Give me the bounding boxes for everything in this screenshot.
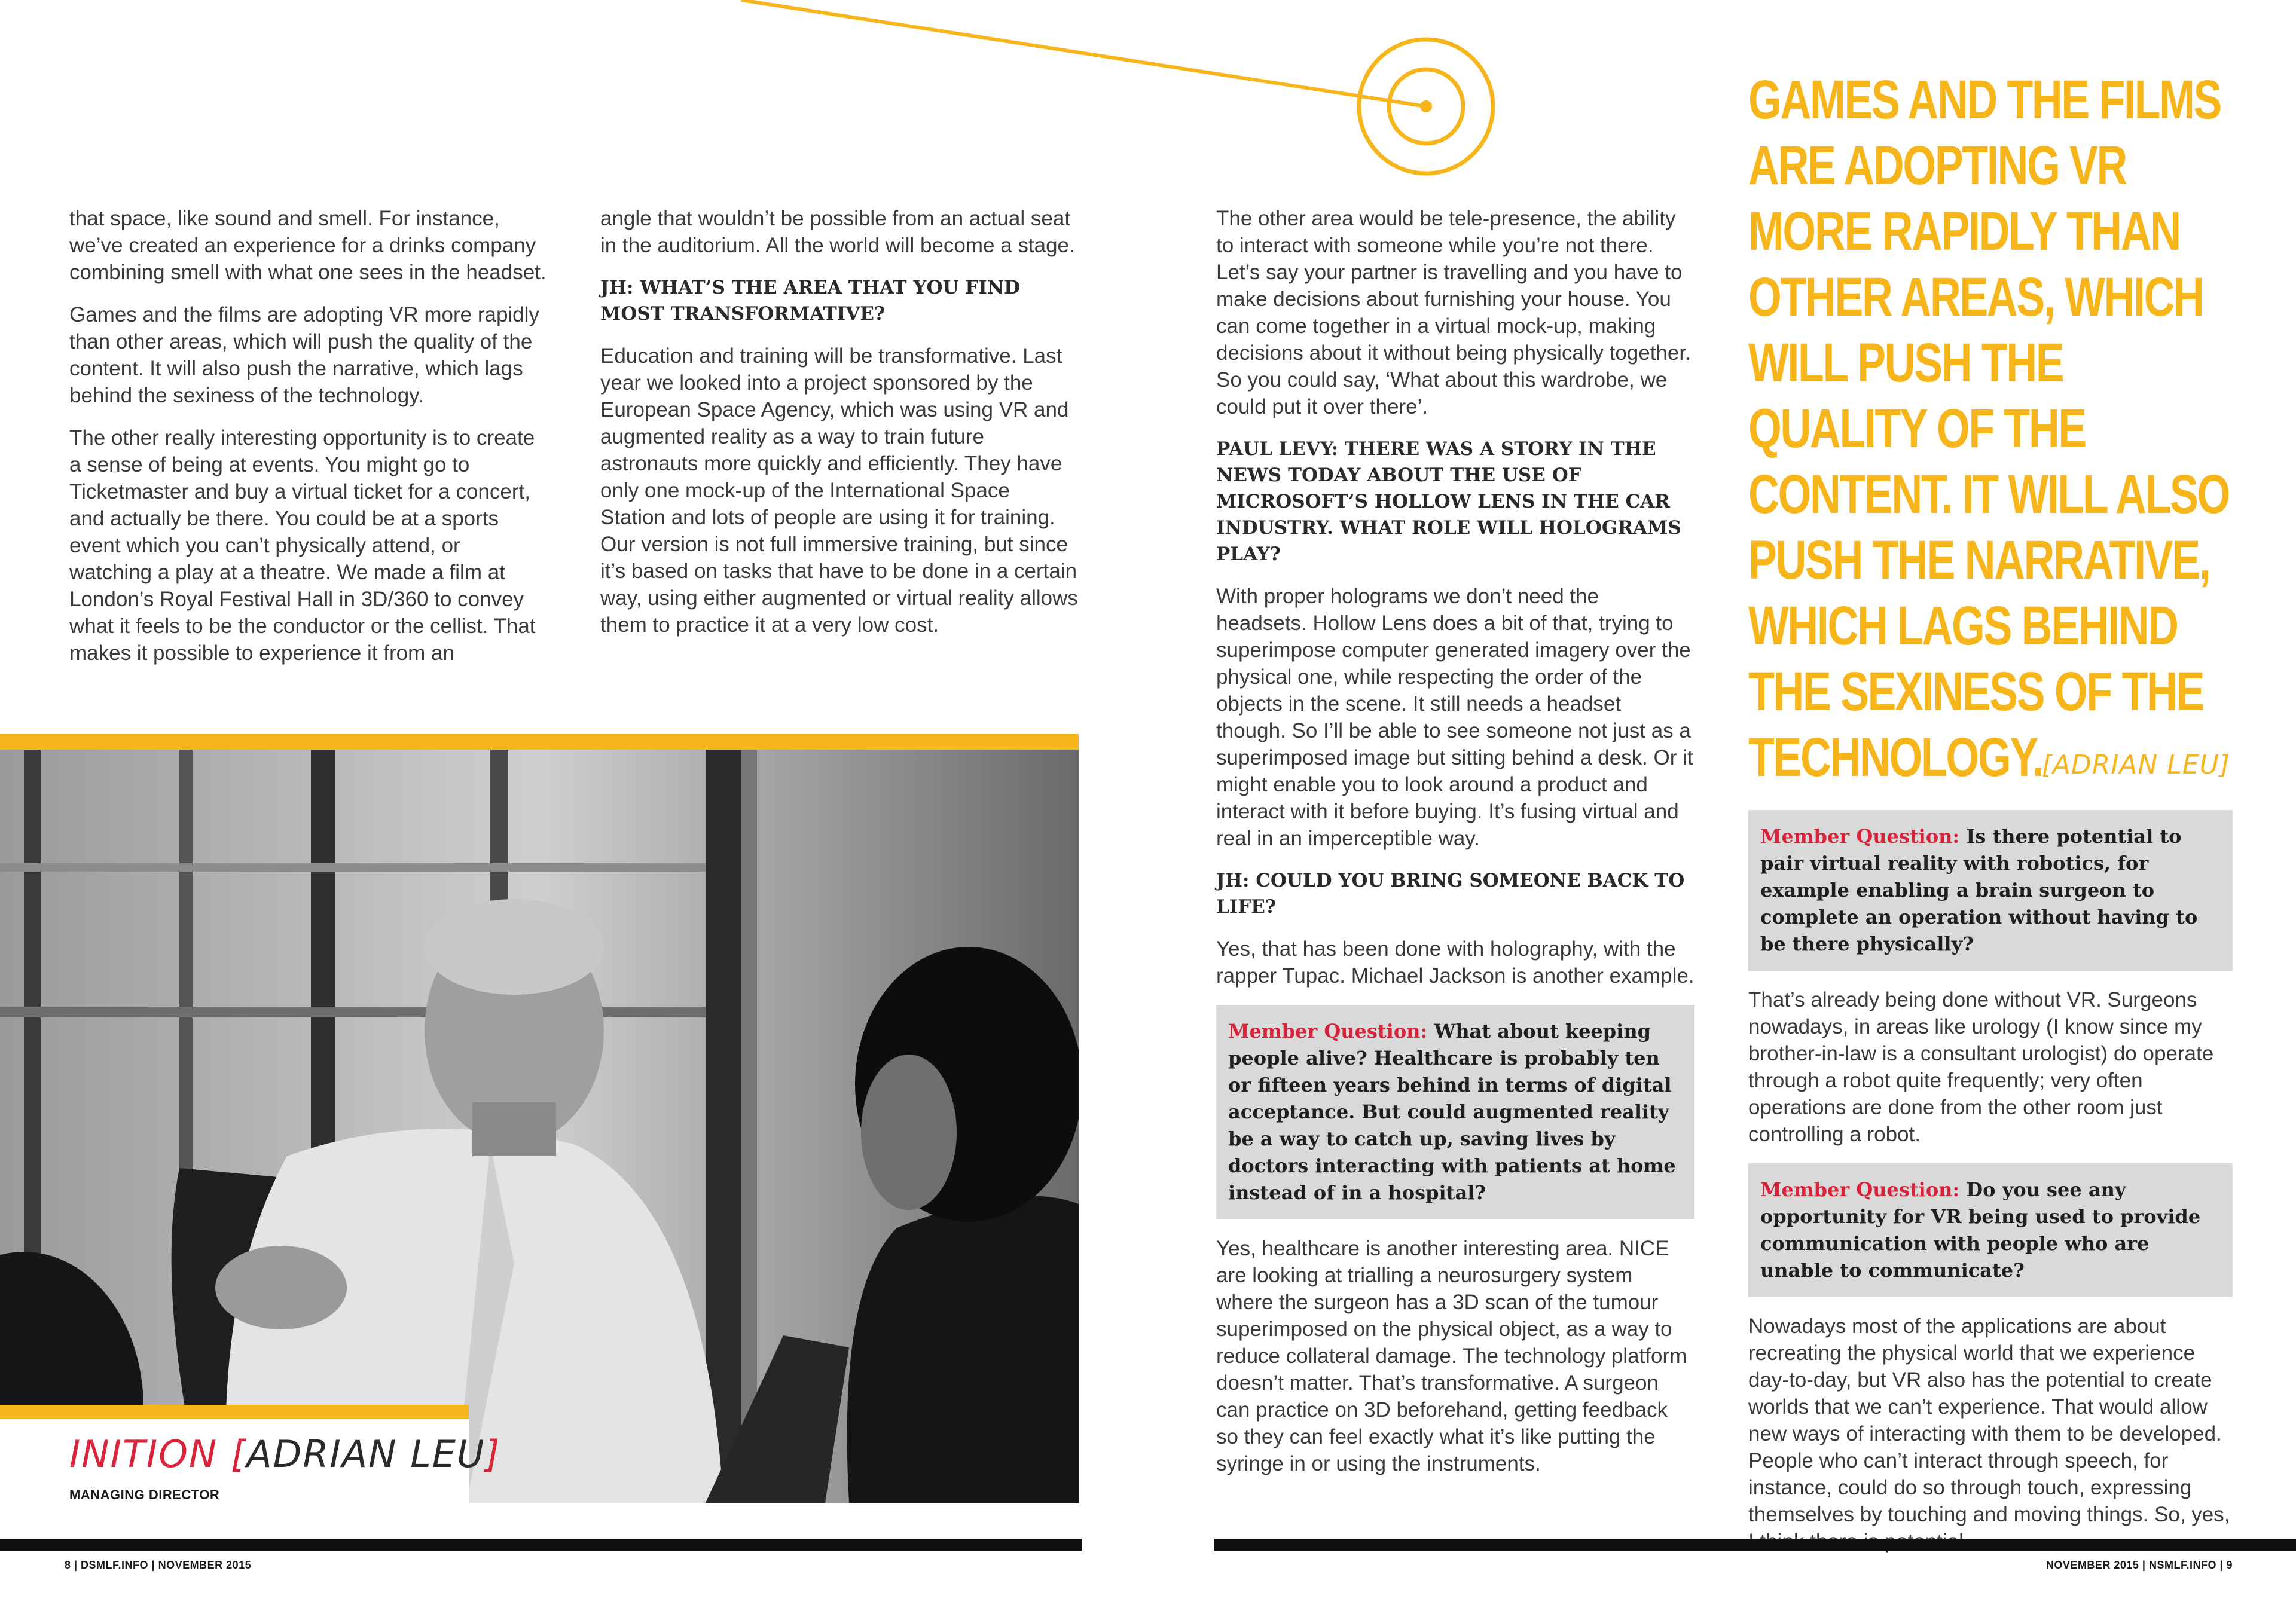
interview-question: JH: WHAT’S THE AREA THAT YOU FIND MOST TRANSFORMATIVE? [600,277,1021,325]
member-question-box [1748,1163,2233,1297]
pull-quote-attribution: [ADRIAN LEU] [2041,750,2230,780]
member-question-label: Member Question: [1760,1178,1960,1201]
paragraph: With proper holograms we don’t need the headsets. Hollow Lens does a bit of that, trying to superimpose computer generated imagery over the physical one, while respecting the order of the objects in the scene. It still needs a headset though. So I’ll be able to see someone not just as a superimposed image but sitting behind a desk. Or it might enable you to look around a product and interact with it before buying. It’s fusing virtual and real in an imperceptible way. [1216,585,1693,850]
right-column-2 [1748,810,2233,1570]
bracket-open: [ [231,1432,247,1476]
footer-rule-right [1214,1539,2296,1551]
paragraph: Education and training will be transformative. Last year we looked into a project sponsored by the European Space Agency, which was using VR and augmented reality as a way to train future astronauts more quickly and efficiently. They have only one mock-up of the International Space Station and lots of people are using it for training. Our version is not full immersive training, but since it’s based on tasks that have to be done in a certain way, using either augmented or virtual reality allows them to practice it at a very low cost. [600,344,1078,637]
interview-question: JH: COULD YOU BRING SOMEONE BACK TO LIFE? [1216,870,1685,918]
member-question-box [1748,810,2233,971]
paragraph: The other area would be tele-presence, the ability to interact with someone while you’re not there. Let’s say your partner is travelling and you have to make decisions about furnishing your house. You can come together in a virtual mock-up, making decisions about it without being physically together. So you could say, ‘What about this wardrobe, we could put it over there’. [1216,207,1691,418]
bracket-close: ] [485,1432,501,1476]
photo-top-bar [0,734,1079,750]
paragraph: The other really interesting opportunity is to create a sense of being at events. You might go to Ticketmaster and buy a virtual ticket for a concert, and actually be there. You could be at a sports event which you can’t physically attend, or watching a play at a theatre. We made a film at London’s Royal Festival Hall in 3D/360 to convey what it feels to be the conductor or the cellist. That makes it possible to experience it from an [69,426,536,665]
person-caption [69,1434,501,1475]
paragraph: Nowadays most of the applications are about recreating the physical world that we experience day-to-day, but VR also has the potential to create worlds that we can’t experience. That would allow new ways of interacting with them to be developed. People who can’t interact through speech, for instance, could do so through touch, expressing themselves by touching and moving things. So, yes, [1748,1315,2230,1526]
paragraph: Games and the films are adopting VR more rapidly than other areas, which will push the quality of the content. It will also push the narrative, which lags behind the sexiness of the technology. [69,303,539,407]
footer-left: 8 | DSMLF.INFO | NOVEMBER 2015 [65,1559,252,1571]
left-column-2 [600,205,1079,654]
member-question-label: Member Question: [1228,1020,1428,1043]
paragraph: angle that wouldn’t be possible from an actual seat in the auditorium. All the world will become a stage. [600,207,1075,257]
paragraph: Yes, that has been done with holography, with the rapper Tupac. Michael Jackson is another example. [1216,937,1694,988]
person-name: ADRIAN LEU [246,1432,486,1476]
footer-right: NOVEMBER 2015 | NSMLF.INFO | 9 [2045,1559,2233,1571]
paragraph: That’s already being done without VR. Surgeons nowadays, in areas like urology (I know since my brother-in-law is a consultant urologist) do operate through a robot quite frequently; very often operations are done from the other room just controlling a robot. [1748,988,2214,1146]
interview-question: PAUL LEVY: THERE WAS A STORY IN THE NEWS TODAY ABOUT THE USE OF MICROSOFT’S HOLLOW LENS IN THE CAR INDUSTRY. WHAT ROLE WILL HOLOGRAMS PLAY? [1216,438,1681,565]
interview-photo [0,750,1079,1503]
paragraph: Yes, healthcare is another interesting area. NICE are looking at trialling a neurosurgery system where the surgeon has a 3D scan of the tumour superimposed on the physical object, as a way to reduce collateral damage. The technology platform doesn’t matter. That’s transformative. A surgeon can practice on 3D beforehand, getting feedback so they can feel exactly what it’s like putting the syringe in or using the instruments. [1216,1237,1687,1475]
pull-quote: GAMES AND THE FILMS ARE ADOPTING VR MORE RAPIDLY THAN OTHER AREAS, WHICH WILL PUSH THE QUALITY OF THE CONTENT. IT WILL ALSO PUSH THE NARRATIVE, WHICH LAGS BEHIND THE SEXINESS OF THE TECHNOLOGY. [1748,69,2229,788]
member-question-box [1216,1005,1694,1219]
caption-bar [0,1405,469,1419]
person-role: MANAGING DIRECTOR [69,1487,220,1502]
company-name: INITION [69,1432,218,1476]
member-question-text: Is there potential to pair virtual reality with robotics, for example enabling a brain surgeon to complete an operation without having to be there physically? [1760,825,2198,955]
left-column-1 [69,205,548,682]
member-question-text: What about keeping people alive? Healthcare is probably ten or fifteen years behind in terms of digital acceptance. But could augmented reality be a way to catch up, saving lives by doctors interacting with patients at home instead of in a hospital? [1228,1020,1676,1204]
member-question-label: Member Question: [1760,825,1960,848]
member-question-text: Do you see any opportunity for VR being used to provide communication with people who are unable to communicate? [1760,1178,2201,1282]
paragraph: that space, like sound and smell. For instance, we’ve created an experience for a drinks company combining smell with what one sees in the headset. [69,207,546,284]
right-column-1 [1216,205,1694,1493]
footer-rule-left [0,1539,1082,1551]
